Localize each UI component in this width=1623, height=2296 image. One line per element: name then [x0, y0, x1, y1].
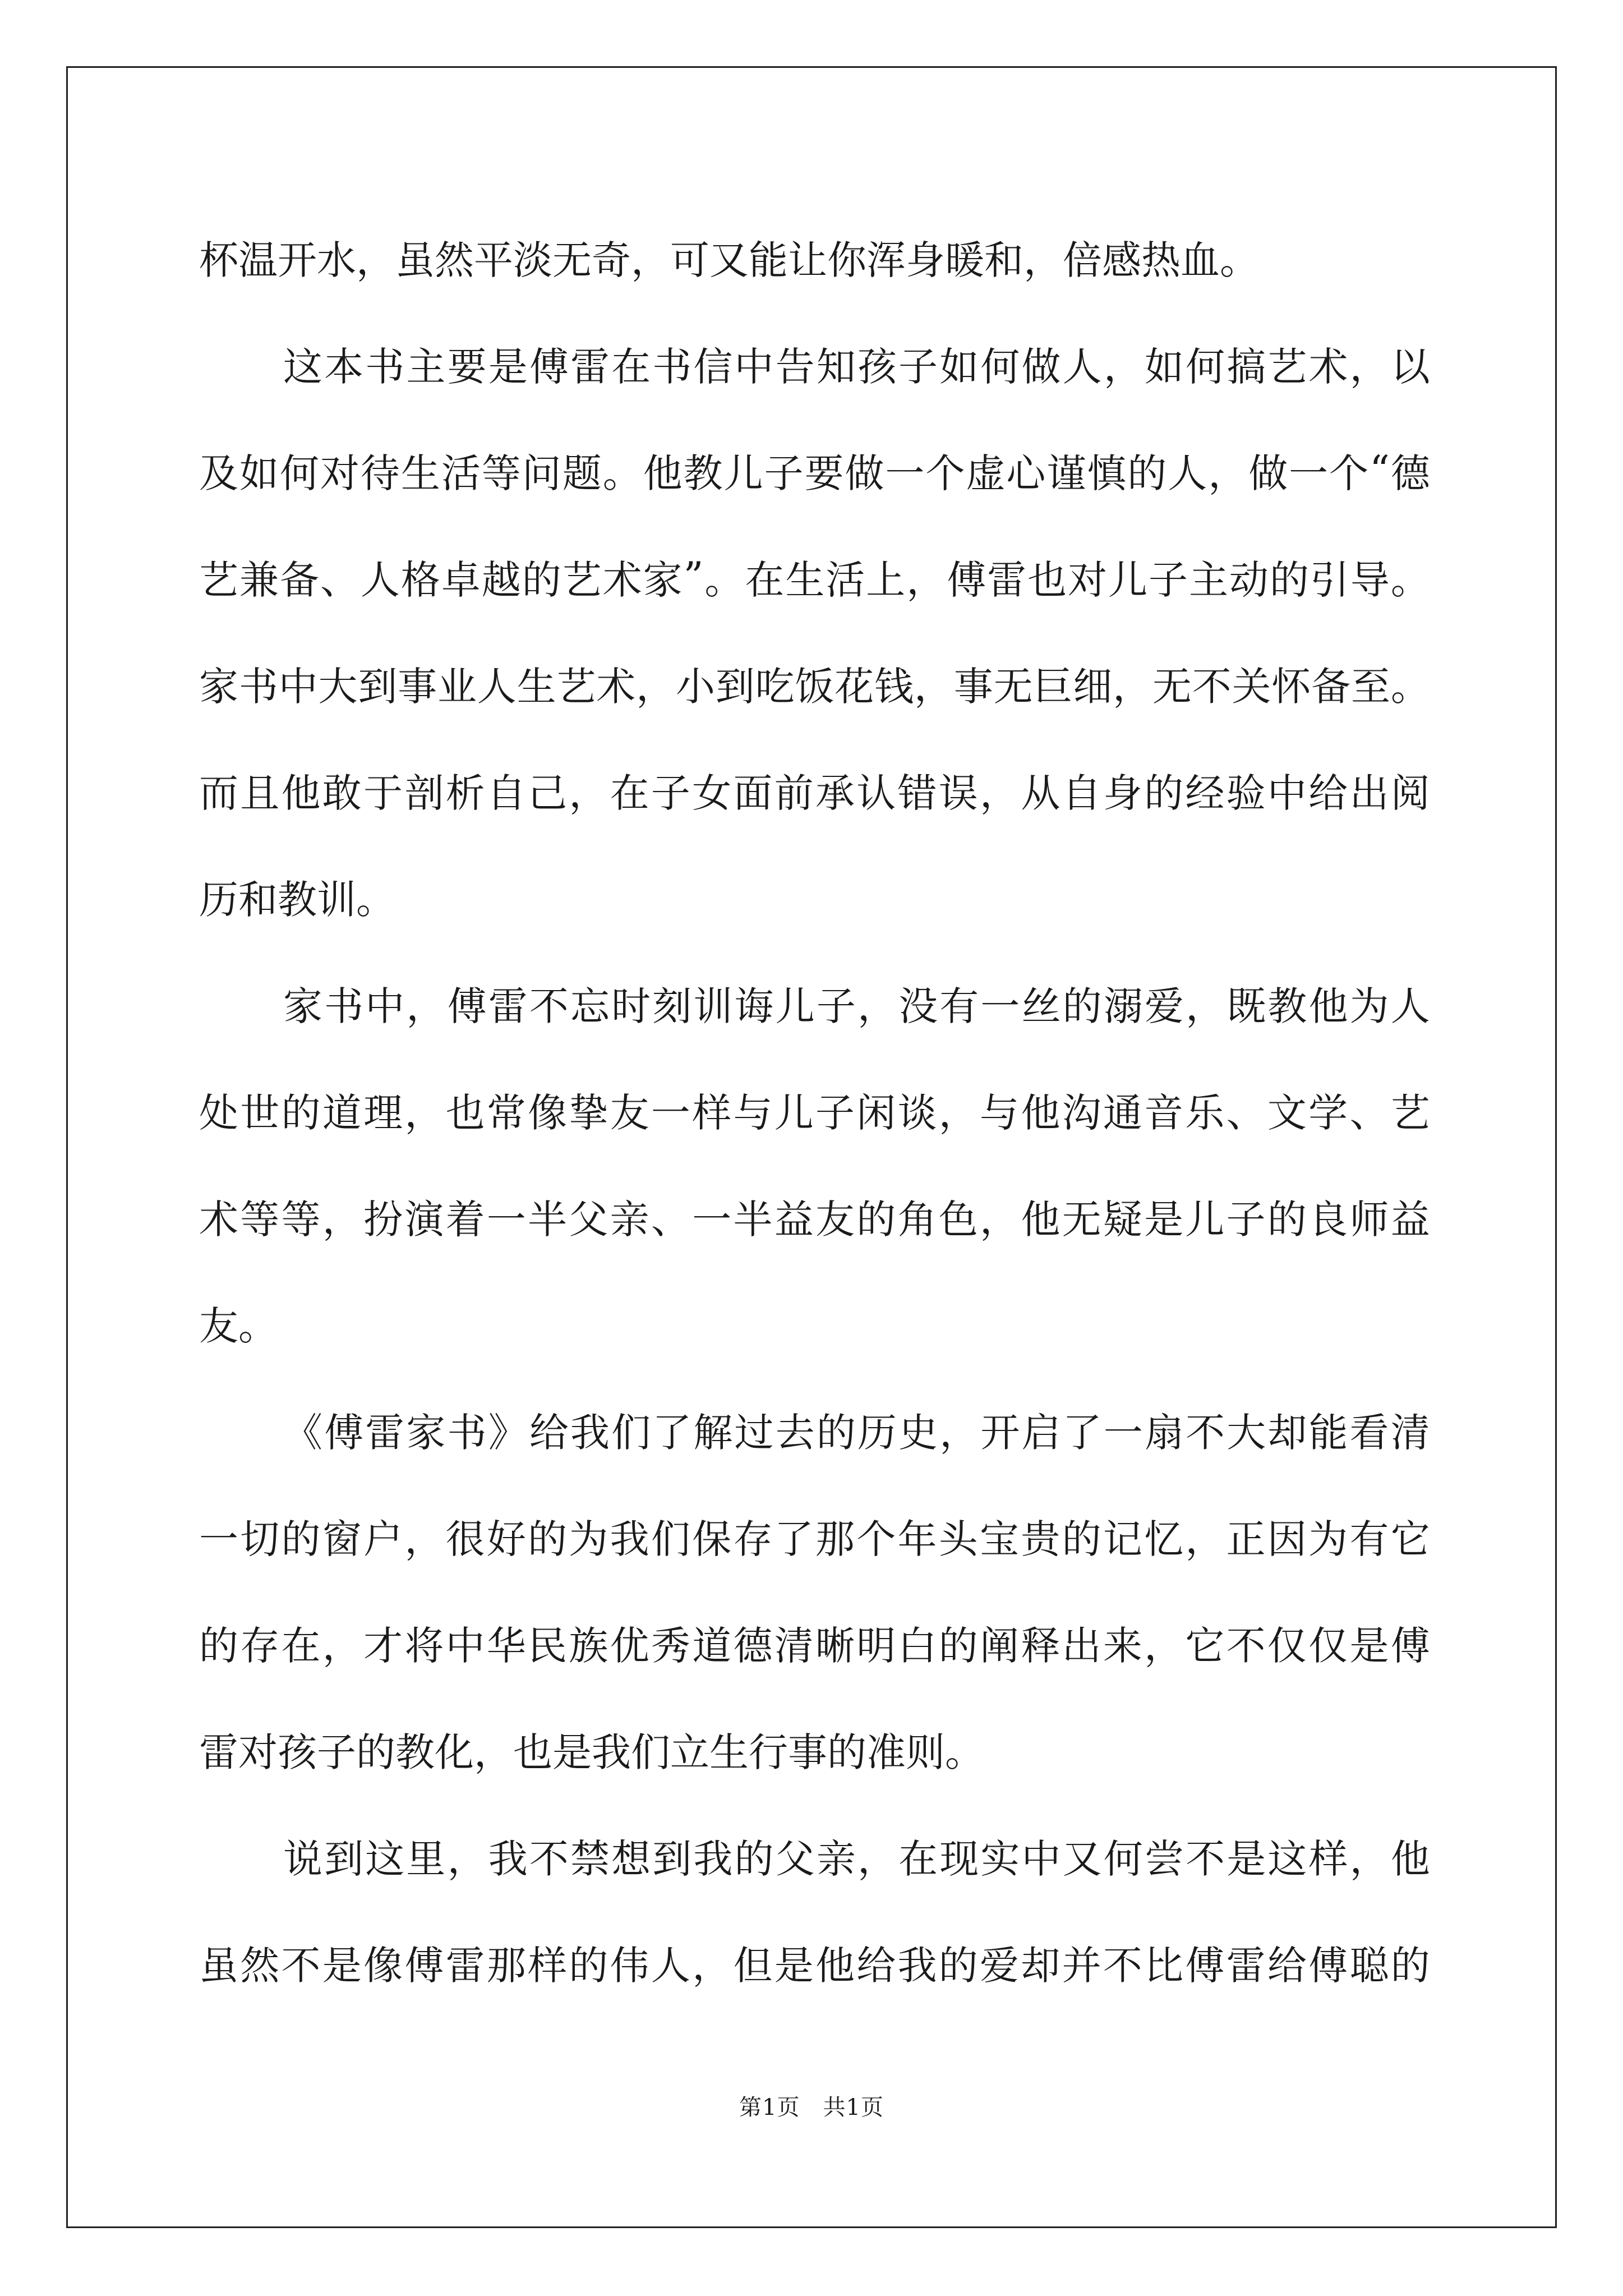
text-line: 家 书 中 大 到 事 业 人 生 艺 术 ， 小 到 吃 饭 花 钱 ， 事 无 巨 细 ， 无 不 关 怀 备 至 。 — [199, 663, 1430, 710]
text-line: 历 和 教 训 。 — [199, 876, 395, 923]
text-line: 说 到 这 里 ， 我 不 禁 想 到 我 的 父 亲 ， 在 现 实 中 又 何 尝 不 是 这 样 ， 他 — [283, 1835, 1430, 1882]
page-number-footer: 第1页 共1页 — [739, 2095, 884, 2120]
text-line: 《 傅 雷 家 书 》 给 我 们 了 解 过 去 的 历 史 ， 开 启 了 一 扇 不 大 却 能 看 清 — [283, 1409, 1430, 1456]
text-line: 虽 然 不 是 像 傅 雷 那 样 的 伟 人 ， 但 是 他 给 我 的 爱 却 并 不 比 傅 雷 给 傅 聪 的 — [199, 1942, 1430, 1989]
text-line: 而 且 他 敢 于 剖 析 自 己 ， 在 子 女 面 前 承 认 错 误 ， 从 自 身 的 经 验 中 给 出 阅 — [199, 770, 1430, 816]
text-line: 及 如 何 对 待 生 活 等 问 题 。 他 教 儿 子 要 做 一 个 虚 心 谨 慎 的 人 ， 做 一 个 “ 德 — [199, 447, 1430, 496]
text-line: 家 书 中 ， 傅 雷 不 忘 时 刻 训 诲 儿 子 ， 没 有 一 丝 的 溺 爱 ， 既 教 他 为 人 — [283, 983, 1430, 1029]
text-line: 的 存 在 ， 才 将 中 华 民 族 优 秀 道 德 清 晰 明 白 的 阐 释 出 来 ， 它 不 仅 仅 是 傅 — [199, 1622, 1430, 1669]
text-line: 艺 兼 备 、 人 格 卓 越 的 艺 术 家 ” 。 在 生 活 上 ， 傅 雷 也 对 儿 子 主 动 的 引 导 。 — [199, 554, 1430, 603]
text-line: 术 等 等 ， 扮 演 着 一 半 父 亲 、 一 半 益 友 的 角 色 ， 他 无 疑 是 儿 子 的 良 师 益 — [199, 1196, 1430, 1243]
text-line: 友 。 — [199, 1303, 278, 1349]
text-line: 这 本 书 主 要 是 傅 雷 在 书 信 中 告 知 孩 子 如 何 做 人 ， 如 何 搞 艺 术 ， 以 — [283, 343, 1430, 390]
text-line: 杯 温 开 水 ， 虽 然 平 淡 无 奇 ， 可 又 能 让 你 浑 身 暖 和 ， 倍 感 热 血 。 — [199, 237, 1259, 283]
text-line: 处 世 的 道 理 ， 也 常 像 挚 友 一 样 与 儿 子 闲 谈 ， 与 他 沟 通 音 乐 、 文 学 、 艺 — [199, 1089, 1430, 1136]
text-line: 一 切 的 窗 户 ， 很 好 的 为 我 们 保 存 了 那 个 年 头 宝 贵 的 记 忆 ， 正 因 为 有 它 — [199, 1516, 1430, 1562]
text-line: 雷 对 孩 子 的 教 化 ， 也 是 我 们 立 生 行 事 的 准 则 。 — [199, 1729, 984, 1775]
document-body — [199, 204, 1430, 2016]
